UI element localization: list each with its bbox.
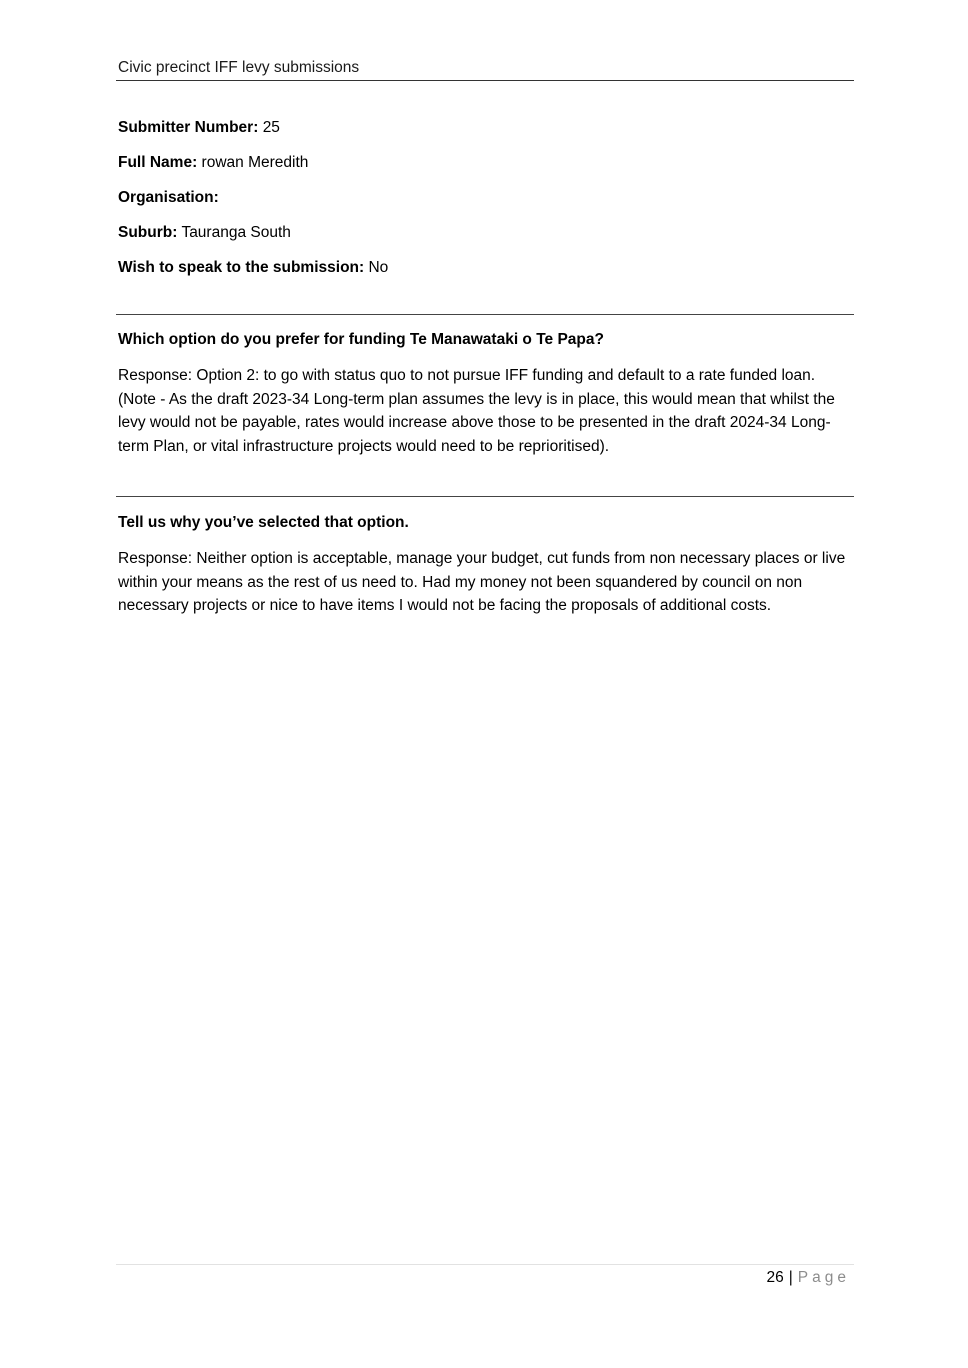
submitter-number-label: Submitter Number:	[118, 119, 259, 136]
organisation-label: Organisation:	[118, 189, 219, 206]
wish-to-speak-value: No	[368, 259, 389, 276]
submitter-number-field	[118, 118, 280, 138]
wish-to-speak-field	[118, 258, 388, 278]
page-separator: |	[788, 1269, 793, 1286]
page-word: Page	[797, 1269, 850, 1286]
full-name-field	[118, 153, 308, 173]
suburb-field	[118, 223, 291, 243]
page-footer	[767, 1268, 850, 1288]
question-heading: Tell us why you’ve selected that option.	[118, 514, 409, 531]
suburb-label: Suburb:	[118, 224, 178, 241]
full-name-label: Full Name:	[118, 154, 198, 171]
page-number: 26	[766, 1269, 784, 1286]
organisation-field	[118, 188, 219, 208]
response-text: Response: Option 2: to go with status quo to not pursue IFF funding and default to a rate funded loan. (Note - As the draft 2023-34 Long-term plan assumes the levy is in place, this would mean that whilst the levy would not be payable, rates would increase above those to be presented in the draft 2024-34 Long-term Plan, or vital infrastructure projects would need to be reprioritised).	[118, 367, 835, 456]
section-divider	[116, 496, 854, 497]
section-divider	[116, 314, 854, 315]
submitter-number-value: 25	[262, 119, 280, 136]
footer-divider	[116, 1264, 854, 1265]
full-name-value: rowan Meredith	[201, 154, 309, 171]
response-text: Response: Neither option is acceptable, manage your budget, cut funds from non necessary places or live within your means as the rest of us need to. Had my money not been squandered by council on non necessary projects or nice to have items I would not be facing the proposals of additional costs.	[118, 550, 846, 615]
page-header: Civic precinct IFF levy submissions	[118, 59, 360, 76]
suburb-value: Tauranga South	[181, 224, 291, 241]
wish-to-speak-label: Wish to speak to the submission:	[118, 259, 365, 276]
header-divider	[116, 80, 854, 81]
question-heading: Which option do you prefer for funding Te Manawataki o Te Papa?	[118, 331, 604, 348]
